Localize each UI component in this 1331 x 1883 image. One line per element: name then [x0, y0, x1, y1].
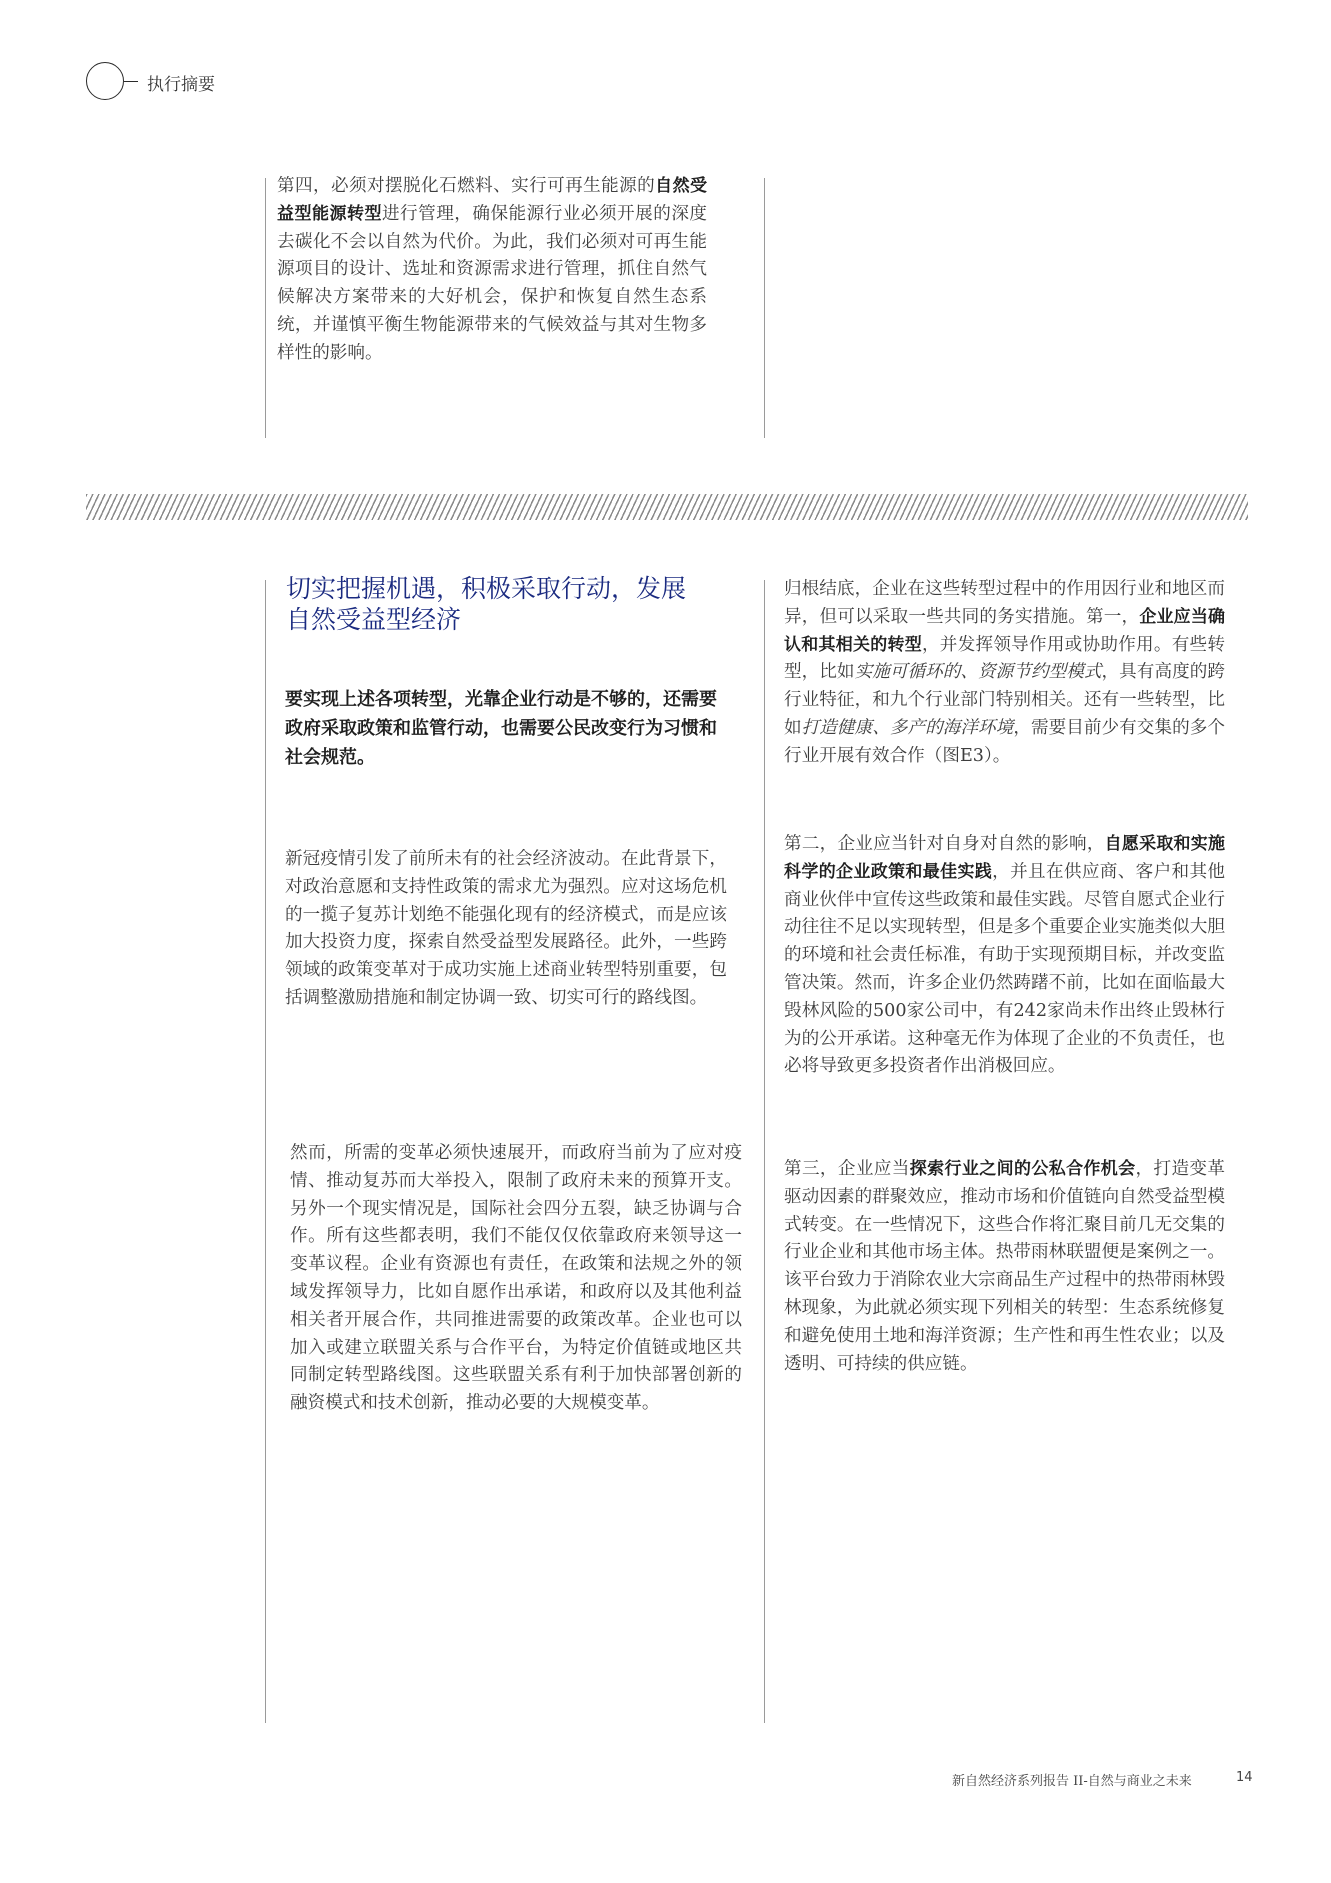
- text-run: ，并发挥领导作用或协助作用。有些转型，比如: [784, 634, 1225, 683]
- column-rule-left-top: [265, 178, 266, 438]
- right-paragraph-1: [784, 576, 1225, 771]
- page-number: 14: [1236, 1770, 1253, 1785]
- lead-text: 要实现上述各项转型，光靠企业行动是不够的，还需要政府采取政策和监管行动，也需要公民改变行为习惯和社会规范。: [285, 689, 717, 768]
- emphasis-bold: 企业应当确认和其相关的转型: [784, 606, 1225, 655]
- section-connector-line: [124, 81, 138, 82]
- paragraph-fourth: [277, 173, 707, 368]
- emphasis-bold: 自愿采取和实施科学的企业政策和最佳实践: [784, 834, 1225, 882]
- text-run: ，并且在供应商、客户和其他商业伙伴中宣传这些政策和最佳实践。尽管自愿式企业行动往往不足以实现转型，但是多个重要企业实施类似大胆的环境和社会责任标准，有助于实现预期目标，并改变监管决策。然而，许多企业仍然踌躇不前，比如在面临最大毁林风险的500家公司中，有242家尚未作出终止毁林行为的公开承诺。这种毫无作为体现了企业的不负责任，也必将导致更多投资者作出消极回应。: [784, 861, 1225, 1077]
- emphasis-bold: 自然受益型能源转型: [277, 176, 707, 224]
- right-paragraph-2: [784, 831, 1225, 1081]
- text-run: 第四，必须对摆脱化石燃料、实行可再生能源的: [277, 176, 656, 196]
- text-run: ，打造变革驱动因素的群聚效应，推动市场和价值链向自然受益型模式转变。在一些情况下，这些合作将汇聚目前几无交集的行业企业和其他市场主体。热带雨林联盟便是案例之一。该平台致力于消除农业大宗商品生产过程中的热带雨林毁林现象，为此就必须实现下列相关的转型：生态系统修复和避免使用土地和海洋资源；生产性和再生性农业；以及透明、可持续的供应链。: [784, 1159, 1225, 1374]
- left-paragraph-2: 然而，所需的变革必须快速展开，而政府当前为了应对疫情、推动复苏而大举投入，限制了政府未来的预算开支。另外一个现实情况是，国际社会四分五裂，缺乏协调与合作。所有这些都表明，我们不能仅仅依靠政府来领导这一变革议程。企业有资源也有责任，在政策和法规之外的领域发挥领导力，比如自愿作出承诺，和政府以及其他利益相关者开展合作，共同推进需要的政策改革。企业也可以加入或建立联盟关系与合作平台，为特定价值链或地区共同制定转型路线图。这些联盟关系有利于加快部署创新的融资模式和技术创新，推动必要的大规模变革。: [290, 1143, 742, 1414]
- text-run: 进行管理，确保能源行业必须开展的深度去碳化不会以自然为代价。为此，我们必须对可再生能源项目的设计、选址和资源需求进行管理，抓住自然气候解决方案带来的大好机会，保护和恢复自然生态系统，并谨慎平衡生物能源带来的气候效益与其对生物多样性的影响。: [277, 203, 707, 363]
- emphasis-italic: 打造健康、多产的海洋环境: [801, 717, 1014, 738]
- text-run: ，需要目前少有交集的多个行业开展有效合作（图E3）。: [784, 717, 1225, 766]
- column-rule-right-top: [764, 178, 765, 438]
- section-heading-line1: 切实把握机遇，积极采取行动，发展: [286, 574, 687, 603]
- text-run: ，具有高度的跨行业特征，和九个行业部门特别相关。还有一些转型，比如: [784, 662, 1225, 738]
- section-circle-icon: [86, 62, 124, 100]
- text-run: 第二，企业应当针对自身对自然的影响，: [784, 834, 1105, 854]
- footer-report-title: 新自然经济系列报告 II-自然与商业之未来: [952, 1774, 1192, 1789]
- text-run: 归根结底，企业在这些转型过程中的作用因行业和地区而异，但可以采取一些共同的务实措施。第一，: [784, 579, 1225, 627]
- emphasis-bold: 探索行业之间的公私合作机会: [909, 1159, 1136, 1179]
- emphasis-italic: 实施可循环的、资源节约型模式: [854, 662, 1102, 683]
- column-rule-left: [265, 580, 266, 1723]
- section-heading-line2: 自然受益型经济: [286, 605, 462, 634]
- section-label: 执行摘要: [147, 75, 215, 95]
- right-paragraph-3: [784, 1156, 1225, 1378]
- column-rule-right: [764, 580, 765, 1723]
- left-paragraph-1: 新冠疫情引发了前所未有的社会经济波动。在此背景下，对政治意愿和支持性政策的需求尤为强烈。应对这场危机的一揽子复苏计划绝不能强化现有的经济模式，而是应该加大投资力度，探索自然受益型发展路径。此外，一些跨领域的政策变革对于成功实施上述商业转型特别重要，包括调整激励措施和制定协调一致、切实可行的路线图。: [285, 849, 727, 1008]
- text-run: 第三，企业应当: [784, 1159, 910, 1179]
- hatched-divider: [86, 494, 1248, 520]
- section-heading: [286, 573, 746, 635]
